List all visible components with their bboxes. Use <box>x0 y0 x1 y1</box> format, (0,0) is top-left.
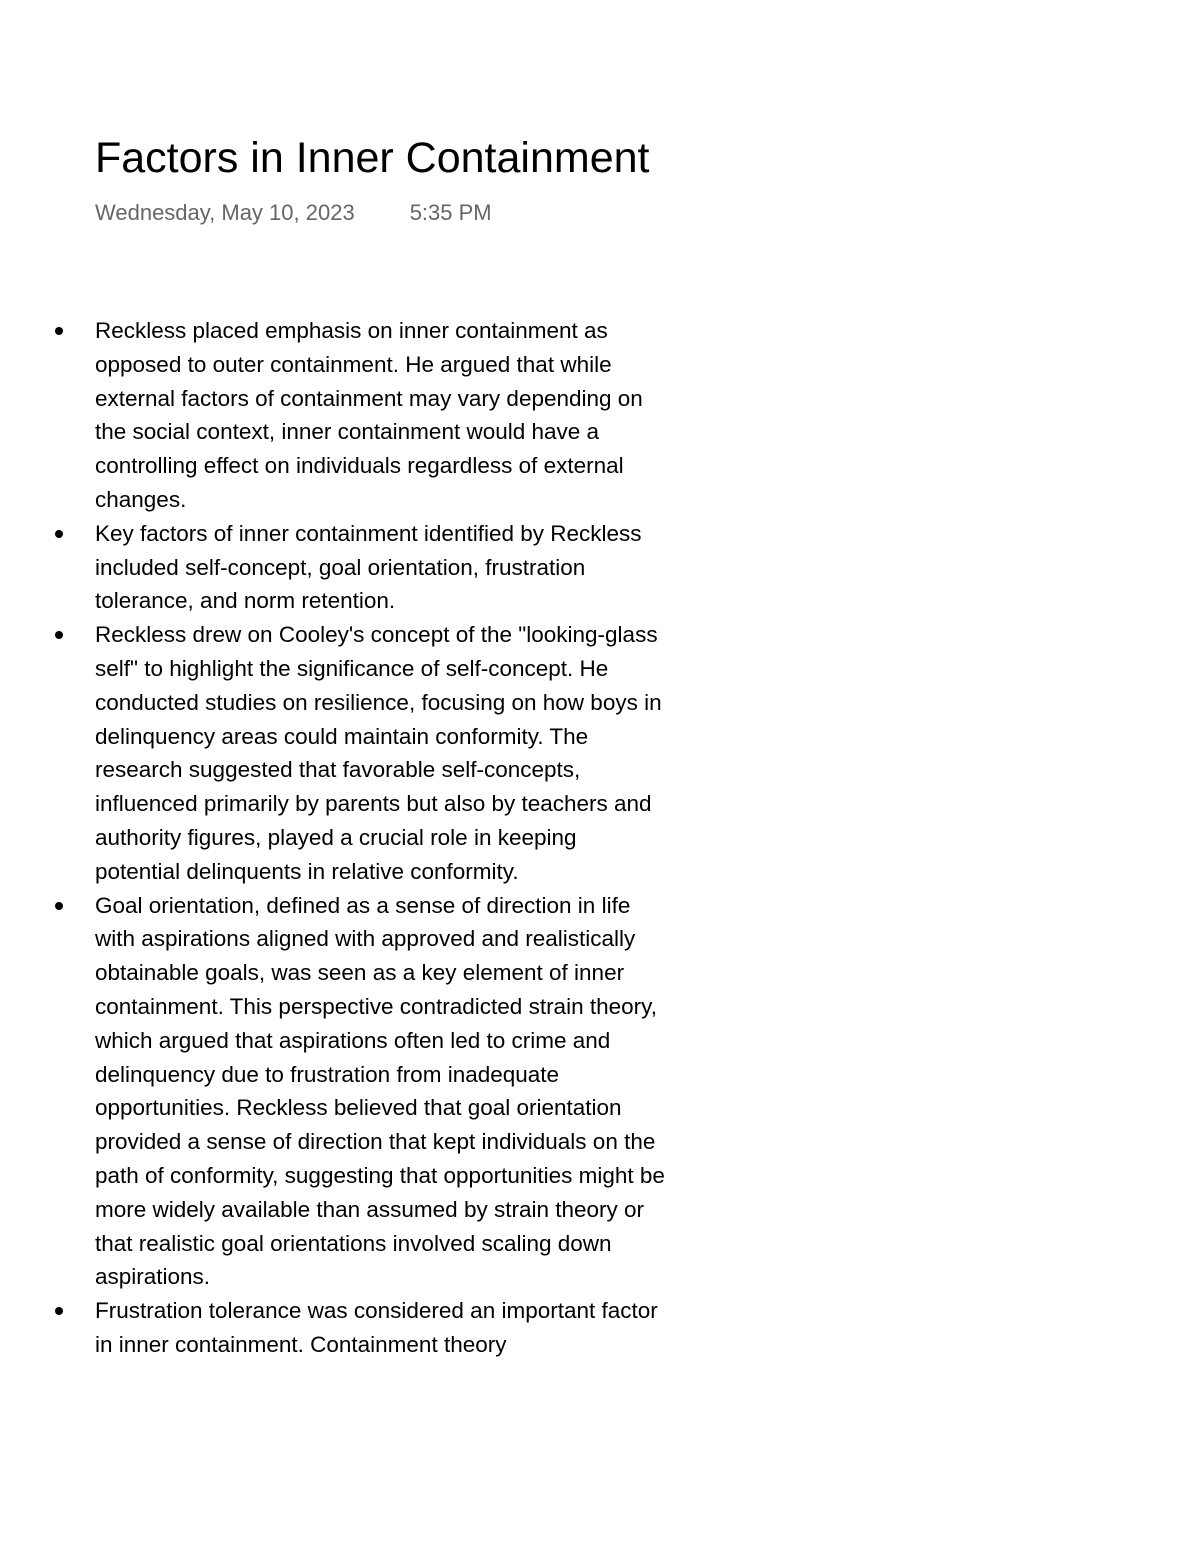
page-timestamp <box>95 198 492 228</box>
bullet-icon <box>55 631 63 639</box>
bullet-icon <box>55 327 63 335</box>
bullet-item <box>0 1294 665 1362</box>
bullet-item <box>0 314 665 517</box>
page-date: Wednesday, May 10, 2023 <box>95 200 355 225</box>
bullet-text: Frustration tolerance was considered an important factor in inner containment. Containment theory <box>95 1298 658 1357</box>
note-body <box>0 314 1200 1439</box>
page-title: Factors in Inner Containment <box>95 134 650 182</box>
page-time: 5:35 PM <box>409 200 492 225</box>
bullet-icon <box>55 902 63 910</box>
bullet-text: Key factors of inner containment identified by Reckless included self-concept, goal orientation, frustration tolerance, and norm retention. <box>95 520 642 614</box>
bullet-item <box>0 517 665 618</box>
bullet-text: Reckless placed emphasis on inner containment as opposed to outer containment. He argued that while external factors of containment may vary depending on the social context, inner containment would have a controlling effect on individuals regardless of external changes. <box>95 318 643 512</box>
bullet-icon <box>55 1307 63 1315</box>
bullet-list <box>0 314 1200 1362</box>
bullet-text: Goal orientation, defined as a sense of direction in life with aspirations aligned with approved and realistically obtainable goals, was seen as a key element of inner containment. This perspective contradicted strain theory, which argued that aspirations often led to crime and delinquency due to frustration from inadequate opportunities. Reckless believed that goal orientation provided a sense of direction that kept individuals on the path of conformity, suggesting that opportunities might be more widely available than assumed by strain theory or that realistic goal orientations involved scaling down aspirations. <box>95 892 665 1290</box>
bullet-text: Reckless drew on Cooley's concept of the "looking-glass self" to highlight the significance of self-concept. He conducted studies on resilience, focusing on how boys in delinquency areas could maintain conformity. The research suggested that favorable self-concepts, influenced primarily by parents but also by teachers and authority figures, played a crucial role in keeping potential delinquents in relative conformity. <box>95 622 662 884</box>
bullet-item <box>0 889 665 1295</box>
bullet-icon <box>55 530 63 538</box>
bullet-item <box>0 618 665 888</box>
